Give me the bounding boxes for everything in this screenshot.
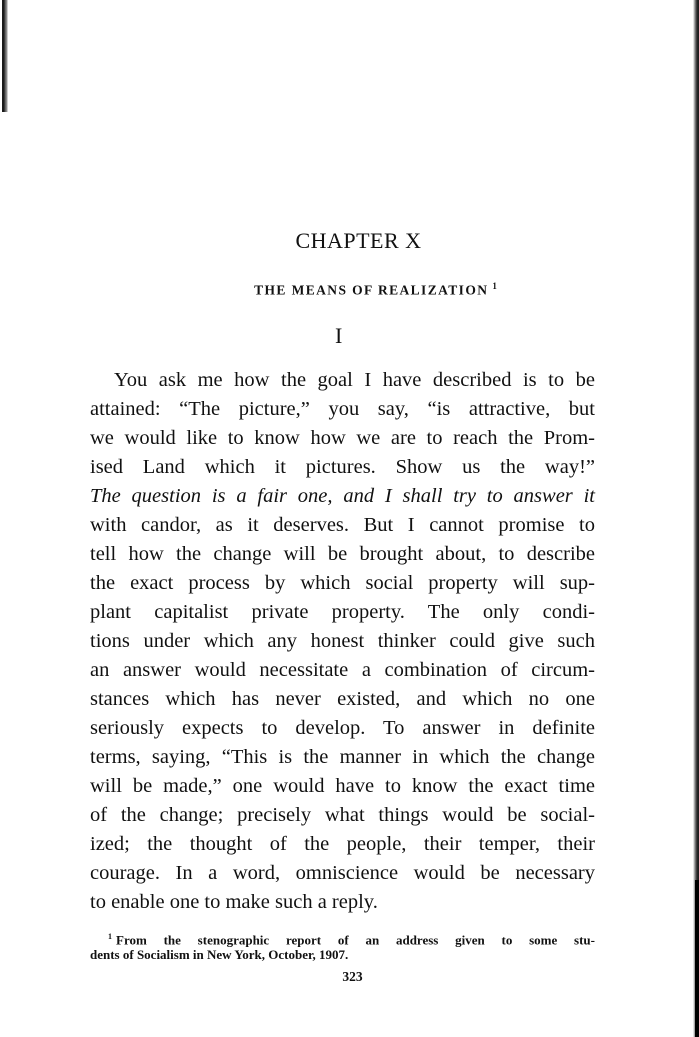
footnote-mark: 1 <box>108 932 112 941</box>
footnote-line: dents of Socialism in New York, October, 1907. <box>90 947 349 962</box>
chapter-subtitle-text: THE MEANS OF REALIZATION <box>254 282 489 298</box>
section-numeral: I <box>335 323 343 348</box>
body-line: to enable one to make such a reply. <box>90 891 378 913</box>
body-line: will be made,” one would have to know the exact time <box>90 775 595 797</box>
body-line: You ask me how the goal I have described is to be <box>114 369 595 391</box>
body-line: tions under which any honest thinker could give such <box>90 630 595 652</box>
body-line: terms, saying, “This is the manner in which the change <box>90 746 595 768</box>
body-line: with candor, as it deserves. But I cannot promise to <box>90 514 595 536</box>
body-line <box>90 482 595 511</box>
body-line: we would like to know how we are to reach the Prom- <box>90 427 595 449</box>
italic-text: The question is a fair one, and I shall try to answer it <box>90 485 595 507</box>
body-text <box>90 366 595 917</box>
body-line: courage. In a word, omniscience would be necessary <box>90 862 595 884</box>
body-line: the exact process by which social property will sup- <box>90 572 595 594</box>
footnote-text: From the stenographic report of an address given to some stu- <box>116 932 595 948</box>
body-line: seriously expects to develop. To answer in definite <box>90 717 595 739</box>
scan-edge-right-bottom <box>695 880 699 1037</box>
chapter-title: CHAPTER X <box>295 228 422 253</box>
page-number: 323 <box>342 969 363 984</box>
body-line: of the change; precisely what things would be social- <box>90 804 595 826</box>
body-line: plant capitalist private property. The only condi- <box>90 601 595 623</box>
body-line: tell how the change will be brought about, to describe <box>90 543 595 565</box>
body-line: attained: “The picture,” you say, “is attractive, but <box>90 398 595 420</box>
body-line: ized; the thought of the people, their temper, their <box>90 833 595 855</box>
footnote-line <box>90 928 595 946</box>
body-line: ised Land which it pictures. Show us the way!” <box>90 456 595 478</box>
footnote <box>90 928 595 964</box>
footnote-reference: 1 <box>492 281 497 291</box>
scan-edge-left <box>2 0 8 112</box>
body-line: an answer would necessitate a combination of circum- <box>90 659 595 681</box>
chapter-subtitle <box>0 281 699 299</box>
body-line: stances which has never existed, and which no one <box>90 688 595 710</box>
